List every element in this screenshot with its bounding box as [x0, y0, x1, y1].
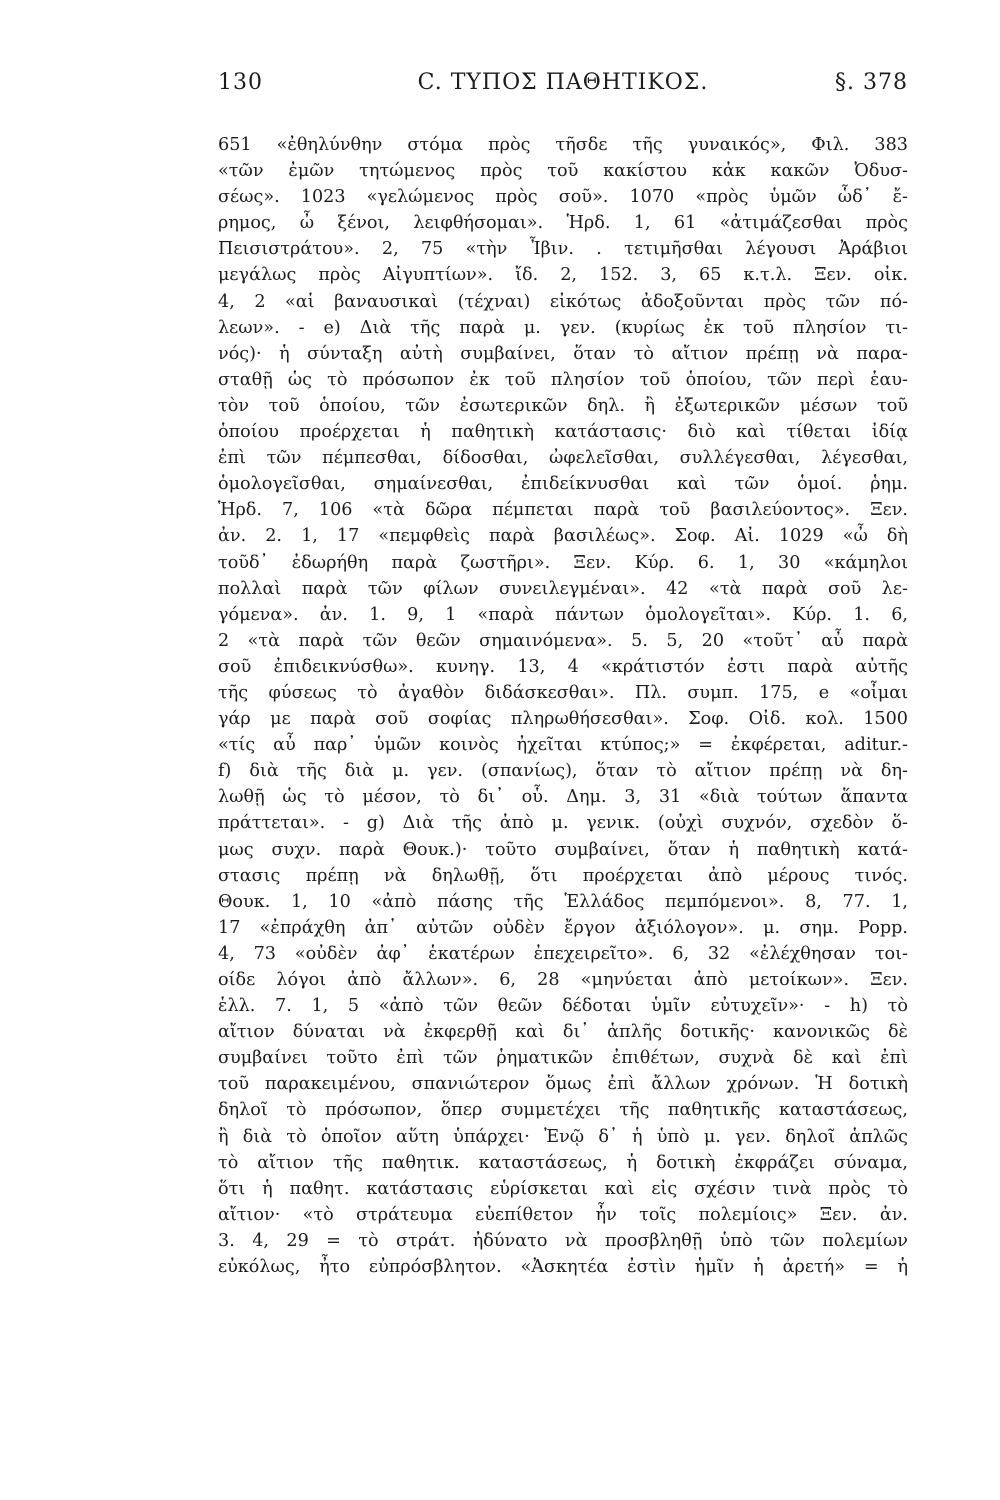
text-line: αἴτιον· «τὸ στράτευμα εὐεπίθετον ἦν τοῖς πολεμίοις» Ξεν. ἀν. — [218, 1204, 908, 1225]
text-line: 4, 73 «οὐδὲν ἀφ᾿ ἑκατέρων ἐπεχειρεῖτο». 6, 32 «ἐλέχθησαν τοι- — [218, 943, 908, 964]
text-line: ὁποίου προέρχεται ἡ παθητικὴ κατάστασις· διὸ καὶ τίθεται ἰδίᾳ — [218, 422, 908, 443]
text-line: 3. 4, 29 = τὸ στράτ. ἠδύνατο νὰ προσβληθῇ ὑπὸ τῶν πολεμίων — [218, 1230, 908, 1251]
text-line: σταθῇ ὡς τὸ πρόσωπον ἐκ τοῦ πλησίον τοῦ ὁποίου, τῶν περὶ ἑαυ- — [218, 369, 908, 390]
text-line: τοῦδ᾿ ἐδωρήθη παρὰ ζωστῆρι». Ξεν. Κύρ. 6. 1, 30 «κάμηλοι — [218, 552, 908, 573]
section-number: §. 378 — [835, 70, 908, 95]
text-line: ἢ διὰ τὸ ὁποῖον αὕτη ὑπάρχει· Ἐνῷ δ᾿ ἡ ὑπὸ μ. γεν. δηλοῖ ἁπλῶς — [218, 1126, 908, 1147]
text-line: γάρ με παρὰ σοῦ σοφίας πληρωθήσεσθαι». Σοφ. Οἰδ. κολ. 1500 — [218, 709, 908, 730]
text-line: ὅτι ἡ παθητ. κατάστασις εὑρίσκεται καὶ εἰς σχέσιν τινὰ πρὸς τὸ — [218, 1178, 908, 1199]
body-text — [218, 132, 908, 1280]
text-line: τὸ αἴτιον τῆς παθητικ. καταστάσεως, ἡ δοτικὴ ἐκφράζει σύναμα, — [218, 1152, 908, 1173]
text-line: νός)· ἡ σύνταξη αὐτὴ συμβαίνει, ὅταν τὸ αἴτιον πρέπῃ νὰ παρα- — [218, 343, 908, 364]
text-line: λωθῇ ὡς τὸ μέσον, τὸ δι᾿ οὗ. Δημ. 3, 31 «διὰ τούτων ἅπαντα — [218, 787, 908, 808]
text-line: f) διὰ τῆς διὰ μ. γεν. (σπανίως), ὅταν τὸ αἴτιον πρέπῃ νὰ δη- — [218, 761, 908, 782]
text-line: δηλοῖ τὸ πρόσωπον, ὅπερ συμμετέχει τῆς παθητικῆς καταστάσεως, — [218, 1100, 908, 1121]
text-line: στασις πρέπῃ νὰ δηλωθῇ, ὅτι προέρχεται ἀπὸ μέρους τινός. — [218, 865, 908, 886]
page-number: 130 — [218, 70, 263, 95]
text-line: αἴτιον δύναται νὰ ἐκφερθῇ καὶ δι᾿ ἁπλῆς δοτικῆς· κανονικῶς δὲ — [218, 1022, 908, 1043]
text-line: μεγάλως πρὸς Αἰγυπτίων». ἴδ. 2, 152. 3, 65 κ.τ.λ. Ξεν. οἰκ. — [218, 265, 908, 286]
text-line: «τίς αὖ παρ᾿ ὑμῶν κοινὸς ἠχεῖται κτύπος;» = ἐκφέρεται, aditur.- — [218, 735, 908, 756]
text-line: τὸν τοῦ ὁποίου, τῶν ἐσωτερικῶν δηλ. ἢ ἐξωτερικῶν μέσων τοῦ — [218, 395, 908, 416]
page — [218, 70, 908, 1280]
text-line: σέως». 1023 «γελώμενος πρὸς σοῦ». 1070 «πρὸς ὑμῶν ὧδ᾿ ἔ- — [218, 187, 908, 208]
running-header — [218, 70, 908, 110]
text-line: 4, 2 «αἱ βαναυσικαὶ (τέχναι) εἰκότως ἀδοξοῦνται πρὸς τῶν πό- — [218, 291, 908, 312]
text-line: Πεισιστράτου». 2, 75 «τὴν Ἶβιν. . τετιμῆσθαι λέγουσι Ἀράβιοι — [218, 239, 908, 260]
text-line: Ἡρδ. 7, 106 «τὰ δῶρα πέμπεται παρὰ τοῦ βασιλεύοντος». Ξεν. — [218, 500, 908, 521]
text-line: «τῶν ἐμῶν τητώμενος πρὸς τοῦ κακίστου κἀκ κακῶν Ὀδυσ- — [218, 161, 908, 182]
text-line: ἀν. 2. 1, 17 «πεμφθεὶς παρὰ βασιλέως». Σοφ. Αἰ. 1029 «ὦ δὴ — [218, 526, 908, 547]
text-line: 2 «τὰ παρὰ τῶν θεῶν σημαινόμενα». 5. 5, 20 «τοῦτ᾿ αὖ παρὰ — [218, 630, 908, 651]
text-line: Θουκ. 1, 10 «ἀπὸ πάσης τῆς Ἑλλάδος πεμπόμενοι». 8, 77. 1, — [218, 891, 908, 912]
text-line: 17 «ἐπράχθη ἀπ᾿ αὐτῶν οὐδὲν ἔργον ἀξιόλογον». μ. σημ. Popp. — [218, 917, 908, 938]
text-line: εὐκόλως, ἦτο εὐπρόσβλητον. «Ἀσκητέα ἐστὶν ἡμῖν ἡ ἀρετή» = ἡ — [218, 1257, 908, 1278]
text-line: μως συχν. παρὰ Θουκ.)· τοῦτο συμβαίνει, ὅταν ἡ παθητικὴ κατά- — [218, 839, 908, 860]
text-line: συμβαίνει τοῦτο ἐπὶ τῶν ῥηματικῶν ἐπιθέτων, συχνὰ δὲ καὶ ἐπὶ — [218, 1048, 908, 1069]
text-line: λεων». - e) Διὰ τῆς παρὰ μ. γεν. (κυρίως ἐκ τοῦ πλησίον τι- — [218, 317, 908, 338]
text-line: οίδε λόγοι ἀπὸ ἄλλων». 6, 28 «μηνύεται ἀπὸ μετοίκων». Ξεν. — [218, 970, 908, 990]
text-line: πράττεται». - g) Διὰ τῆς ἀπὸ μ. γενικ. (οὐχὶ συχνόν, σχεδὸν ὅ- — [218, 813, 908, 834]
text-line: ἐπὶ τῶν πέμπεσθαι, δίδοσθαι, ὠφελεῖσθαι, συλλέγεσθαι, λέγεσθαι, — [218, 448, 908, 469]
text-line: ὁμολογεῖσθαι, σημαίνεσθαι, ἐπιδείκνυσθαι καὶ τῶν ὁμοί. ῥημ. — [218, 474, 908, 495]
running-title: C. ΤΥΠΟΣ ΠΑΘΗΤΙΚΟΣ. — [417, 70, 709, 95]
text-line: ρημος, ὦ ξένοι, λειφθήσομαι». Ἡρδ. 1, 61 «ἀτιμάζεσθαι πρὸς — [218, 213, 908, 234]
text-line: ἑλλ. 7. 1, 5 «ἀπὸ τῶν θεῶν δέδοται ὑμῖν εὐτυχεῖν»· - h) τὸ — [218, 996, 908, 1017]
text-line: 651 «ἐθηλύνθην στόμα πρὸς τῆσδε τῆς γυναικός», Φιλ. 383 — [218, 135, 908, 155]
text-line: τῆς φύσεως τὸ ἀγαθὸν διδάσκεσθαι». Πλ. συμπ. 175, e «οἶμαι — [218, 682, 908, 703]
text-line: σοῦ ἐπιδεικνύσθω». κυνηγ. 13, 4 «κράτιστόν ἐστι παρὰ αὐτῆς — [218, 656, 908, 677]
text-line: πολλαὶ παρὰ τῶν φίλων συνειλεγμέναι». 42 «τὰ παρὰ σοῦ λε- — [218, 578, 908, 599]
text-line: γόμενα». ἀν. 1. 9, 1 «παρὰ πάντων ὁμολογεῖται». Κύρ. 1. 6, — [218, 604, 908, 625]
text-line: τοῦ παρακειμένου, σπανιώτερον ὅμως ἐπὶ ἄλλων χρόνων. Ἡ δοτικὴ — [218, 1074, 908, 1095]
